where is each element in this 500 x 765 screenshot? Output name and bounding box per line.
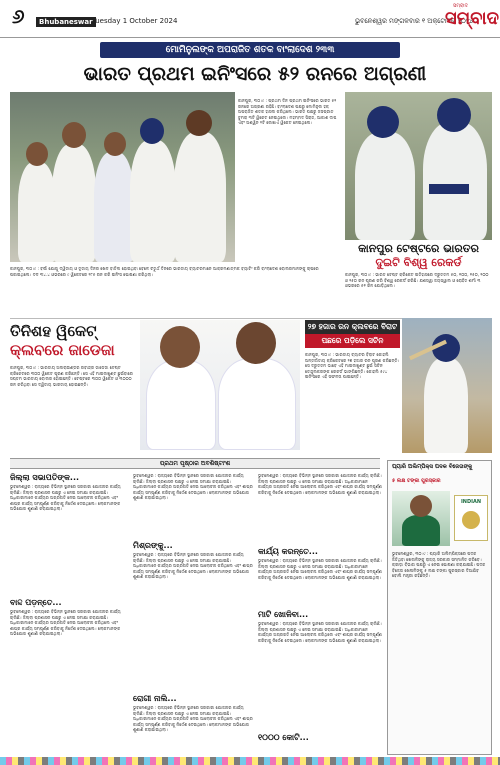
story3-headline-line2: କ୍ଲବରେ ଜାଡେଜା	[10, 341, 115, 359]
bottom-subhead-4: ବାଦ୍ଦ ପଡ଼ନ୍ତେ...	[10, 598, 62, 607]
team-celebration-photo	[10, 92, 235, 262]
date-label: Tuesday 1 October 2024	[92, 17, 178, 25]
story4-headline-line1: ୨୭ ହଜାର ରନ କ୍ଲବରେ ବିରାଟ	[305, 320, 400, 334]
story2-headline-line1: କାନପୁର ଟେଷ୍ଟରେ ଭାରତର	[358, 242, 479, 255]
story2-headline	[345, 242, 492, 270]
sidebar-story	[387, 460, 492, 755]
bottom-subhead-5: କାର୍ଯ୍ୟ କରନ୍ତେ...	[258, 547, 318, 556]
bottom-subhead-1: ଜିଲ୍ଲା ସଭାପତିଙ୍କ...	[10, 473, 80, 482]
print-color-strip	[0, 757, 500, 765]
bottom-subhead-2: ମିଶ୍ରଙ୍କୁ...	[133, 541, 173, 550]
story3-headline	[10, 322, 160, 360]
bottom-text-3: ଭୁବନେଶ୍ୱର : ରାଜ୍ୟରେ ବିଭିନ୍ନ ସ୍ଥାନରେ ସରକାରୀ ଯୋଜନାର କାର୍ଯ୍ୟ ଚାଲିଛି। ଜିଲ୍ଲା ପ୍ରଶାସନ ପକ୍ଷରୁ ଏ ନେଇ ସମୀକ୍ଷା କରାଯାଇଛି। ଅଧିକାରୀମାନେ କାର୍ଯ୍ୟର ଅଗ୍ରଗତି ନେଇ ଆଲୋଚନା କରିଥିଲେ ଏବଂ ଶୀଘ୍ର କାର୍ଯ୍ୟ ସମ୍ପୂର୍ଣ୍ଣ କରିବାକୁ ନିର୍ଦ୍ଦେଶ ଦେଇଥିଲେ। ଲୋକମାନଙ୍କ ଅଭିଯୋଗ ଶୁଣାଣି କରାଯାଇଥିଲା।	[133, 705, 253, 733]
story2-body: କାନପୁର, ୩୦।୯ : ଭାରତ ଟେଷ୍ଟ କ୍ରିକେଟ ଇତିହାସରେ ଦ୍ରୁତତମ ୫୦, ୧୦୦, ୧୫୦, ୨୦୦ ଓ ୨୫୦ ରନ ପୂରଣ କରି ବିଶ୍ୱ ରେକର୍ଡ କରିଛି। ଯଶସ୍ୱୀ ଜୟସ୍ୱାଲ ଓ ରୋହିତ ଶର୍ମା ୩ ଓଭରରେ ୫୧ ରନ ଯୋଡ଼ିଥିଲେ।	[345, 272, 489, 289]
kohli-photo	[402, 318, 492, 453]
bottom-subhead-3: ରୋଗୀ ନାଲି...	[133, 694, 177, 703]
story2-headline-line2: ଦୁଇଟି ବିଶ୍ୱ ରେକର୍ଡ	[375, 256, 462, 269]
bottom-text-2a: ଭୁବନେଶ୍ୱର : ରାଜ୍ୟରେ ବିଭିନ୍ନ ସ୍ଥାନରେ ସରକାରୀ ଯୋଜନାର କାର୍ଯ୍ୟ ଚାଲିଛି। ଜିଲ୍ଲା ପ୍ରଶାସନ ପକ୍ଷରୁ ଏ ନେଇ ସମୀକ୍ଷା କରାଯାଇଛି। ଅଧିକାରୀମାନେ କାର୍ଯ୍ୟର ଅଗ୍ରଗତି ନେଇ ଆଲୋଚନା କରିଥିଲେ ଏବଂ ଶୀଘ୍ର କାର୍ଯ୍ୟ ସମ୍ପୂର୍ଣ୍ଣ କରିବାକୁ ନିର୍ଦ୍ଦେଶ ଦେଇଥିଲେ। ଲୋକମାନଙ୍କ ଅଭିଯୋଗ ଶୁଣାଣି କରାଯାଇଥିଲା।	[133, 473, 253, 501]
masthead	[0, 0, 500, 38]
continued-section-bar: ପ୍ରଥମ ପୃଷ୍ଠାର ଅବଶିଷ୍ଟାଂଶ	[10, 458, 380, 469]
bottom-text-4: ଭୁବନେଶ୍ୱର : ରାଜ୍ୟରେ ବିଭିନ୍ନ ସ୍ଥାନରେ ସରକାରୀ ଯୋଜନାର କାର୍ଯ୍ୟ ଚାଲିଛି। ଜିଲ୍ଲା ପ୍ରଶାସନ ପକ୍ଷରୁ ଏ ନେଇ ସମୀକ୍ଷା କରାଯାଇଛି। ଅଧିକାରୀମାନେ କାର୍ଯ୍ୟର ଅଗ୍ରଗତି ନେଇ ଆଲୋଚନା କରିଥିଲେ ଏବଂ ଶୀଘ୍ର କାର୍ଯ୍ୟ ସମ୍ପୂର୍ଣ୍ଣ କରିବାକୁ ନିର୍ଦ୍ଦେଶ ଦେଇଥିଲେ। ଲୋକମାନଙ୍କ ଅଭିଯୋଗ ଶୁଣାଣି କରାଯାଇଥିଲା।	[10, 609, 121, 637]
sidebar-subtitle: ୫ ଲକ୍ଷ ଟଙ୍କା ପୁରସ୍କାର	[392, 478, 441, 484]
logo-small-text: ସମ୍ବାଦ	[453, 3, 468, 9]
story1-body-bottom: କାନପୁର, ୩୦।୯ : ବର୍ଷା ଯୋଗୁ ଦ୍ୱିତୀୟ ଓ ତୃତୀୟ ଦିନର ଖେଳ ବାତିଲ ହୋଇଥିବା ବେଳେ ଚତୁର୍ଥ ଦିନରେ ଭାରତୀୟ ବ୍ୟାଟରମାନେ ଆକ୍ରମଣାତ୍ମକ ବ୍ୟାଟିଂ କରି ବାଂଲାଦେଶ ବୋଲରମାନଙ୍କୁ ଚାପରେ ପକାଇଥିଲେ। ଦଳ ୩୪.୪ ଓଭରରେ ୯ ୱିକେଟରେ ୨୮୫ ରନ କରି ଇନିଂସ ଘୋଷଣା କରିଥିଲା।	[10, 266, 319, 277]
story3-headline-line1: ତିନିଶହ ୱିକେଟ୍	[10, 322, 97, 340]
sponsor-logo	[429, 184, 469, 194]
medal-icon	[462, 511, 480, 529]
jadeja-photo	[140, 320, 300, 450]
bottom-text-5: ଭୁବନେଶ୍ୱର : ରାଜ୍ୟରେ ବିଭିନ୍ନ ସ୍ଥାନରେ ସରକାରୀ ଯୋଜନାର କାର୍ଯ୍ୟ ଚାଲିଛି। ଜିଲ୍ଲା ପ୍ରଶାସନ ପକ୍ଷରୁ ଏ ନେଇ ସମୀକ୍ଷା କରାଯାଇଛି। ଅଧିକାରୀମାନେ କାର୍ଯ୍ୟର ଅଗ୍ରଗତି ନେଇ ଆଲୋଚନା କରିଥିଲେ ଏବଂ ଶୀଘ୍ର କାର୍ଯ୍ୟ ସମ୍ପୂର୍ଣ୍ଣ କରିବାକୁ ନିର୍ଦ୍ଦେଶ ଦେଇଥିଲେ। ଲୋକମାନଙ୍କ ଅଭିଯୋଗ ଶୁଣାଣି କରାଯାଇଥିଲା।	[258, 558, 382, 580]
story1-body-column: କାନପୁର, ୩୦।୯ : ପ୍ରଥମ ଦିନ ପ୍ରଥମ ଇନିଂସରେ ଭାରତ ୫୨ ରନରେ ଅଗ୍ରଣୀ ରହିଛି। ବାଂଲାଦେଶ ପକ୍ଷରୁ ମୋମିନୁଲ ହକ୍ ଅପରାଜିତ ଶତକ ହାସଲ କରିଥିଲେ। ଭାରତ ପକ୍ଷରୁ ଜସପ୍ରୀତ ବୁମରା ୩ଟି ୱିକେଟ ନେଇଥିଲେ। ମହମ୍ମଦ ସିରାଜ, ଆକାଶ ଦୀପ ଏବଂ ଅଶ୍ୱିନ ୨ଟି ଲେଖାଏଁ ୱିକେଟ ନେଇଥିଲେ।	[238, 98, 337, 126]
bottom-text-2: ଭୁବନେଶ୍ୱର : ରାଜ୍ୟରେ ବିଭିନ୍ନ ସ୍ଥାନରେ ସରକାରୀ ଯୋଜନାର କାର୍ଯ୍ୟ ଚାଲିଛି। ଜିଲ୍ଲା ପ୍ରଶାସନ ପକ୍ଷରୁ ଏ ନେଇ ସମୀକ୍ଷା କରାଯାଇଛି। ଅଧିକାରୀମାନେ କାର୍ଯ୍ୟର ଅଗ୍ରଗତି ନେଇ ଆଲୋଚନା କରିଥିଲେ ଏବଂ ଶୀଘ୍ର କାର୍ଯ୍ୟ ସମ୍ପୂର୍ଣ୍ଣ କରିବାକୁ ନିର୍ଦ୍ଦେଶ ଦେଇଥିଲେ। ଲୋକମାନଙ୍କ ଅଭିଯୋଗ ଶୁଣାଣି କରାଯାଇଥିଲା।	[133, 552, 253, 580]
newspaper-logo	[445, 2, 497, 36]
story1-headline: ଭାରତ ପ୍ରଥମ ଇନିଂସରେ ୫୨ ରନରେ ଅଗ୍ରଣୀ	[83, 63, 427, 85]
bottom-subhead-6: ମାଟି ଖୋଳିବା...	[258, 610, 309, 619]
logo-text: ସମ୍ବାଦ	[445, 8, 499, 29]
sidebar-body: ଭୁବନେଶ୍ୱର, ୩୦।୯ : ପ୍ୟାରି ଅଲିମ୍ପିକ୍ସରେ ପଦକ ଜିତିଥିବା ଖେଳାଳିଙ୍କୁ ରାଜ୍ୟ ସରକାର ସମ୍ମାନିତ କରିବେ। କ୍ରୀଡ଼ା ବିଭାଗ ପକ୍ଷରୁ ଏ ନେଇ ଘୋଷଣା କରାଯାଇଛି। ପଦକ ବିଜେତା ଖେଳାଳିଙ୍କୁ ୫ ଲକ୍ଷ ଟଙ୍କା ପୁରସ୍କାର ଦିଆଯିବ ବୋଲି ମନ୍ତ୍ରୀ କହିଛନ୍ତି।	[392, 551, 486, 579]
page-number: ୬	[12, 4, 25, 28]
sidebar-title: ପ୍ୟାରି ଅଲିମ୍ପିକ୍ସ ପଦକ ବିଜେତାଙ୍କୁ	[392, 464, 473, 470]
bottom-text-5a: ଭୁବନେଶ୍ୱର : ରାଜ୍ୟରେ ବିଭିନ୍ନ ସ୍ଥାନରେ ସରକାରୀ ଯୋଜନାର କାର୍ଯ୍ୟ ଚାଲିଛି। ଜିଲ୍ଲା ପ୍ରଶାସନ ପକ୍ଷରୁ ଏ ନେଇ ସମୀକ୍ଷା କରାଯାଇଛି। ଅଧିକାରୀମାନେ କାର୍ଯ୍ୟର ଅଗ୍ରଗତି ନେଇ ଆଲୋଚନା କରିଥିଲେ ଏବଂ ଶୀଘ୍ର କାର୍ଯ୍ୟ ସମ୍ପୂର୍ଣ୍ଣ କରିବାକୁ ନିର୍ଦ୍ଦେଶ ଦେଇଥିଲେ। ଲୋକମାନଙ୍କ ଅଭିଯୋଗ ଶୁଣାଣି କରାଯାଇଥିଲା।	[258, 473, 382, 495]
bottom-subhead-7: ୧୦୦୦ କୋଟି...	[258, 733, 309, 742]
story4-body: କାନପୁର, ୩୦।୯ : ଭାରତୀୟ ବ୍ୟାଟର ବିରାଟ କୋହଲି ଅନ୍ତର୍ଜାତୀୟ କ୍ରିକେଟରେ ୨୭ ହଜାର ରନ ପୂରଣ କରିଛନ୍ତି। ସେ ଦ୍ରୁତତମ ଭାବେ ଏହି ମାଇଲଖୁଣ୍ଟ ଛୁଇଁ ସଚିନ ତେନ୍ଦୁଲକରଙ୍କ ରେକର୍ଡ ଭାଙ୍ଗିଛନ୍ତି। କୋହଲି ୫୯୪ ଇନିଂସରେ ଏହି ସଫଳତା ପାଇଛନ୍ତି।	[305, 352, 400, 380]
medal-badge	[454, 495, 488, 541]
city-label: Bhubaneswar	[36, 17, 96, 27]
story4-headline-line2: ପଛରେ ପଡ଼ିଲେ ସଚିନ	[305, 334, 400, 348]
bottom-text-1: ଭୁବନେଶ୍ୱର : ରାଜ୍ୟରେ ବିଭିନ୍ନ ସ୍ଥାନରେ ସରକାରୀ ଯୋଜନାର କାର୍ଯ୍ୟ ଚାଲିଛି। ଜିଲ୍ଲା ପ୍ରଶାସନ ପକ୍ଷରୁ ଏ ନେଇ ସମୀକ୍ଷା କରାଯାଇଛି। ଅଧିକାରୀମାନେ କାର୍ଯ୍ୟର ଅଗ୍ରଗତି ନେଇ ଆଲୋଚନା କରିଥିଲେ ଏବଂ ଶୀଘ୍ର କାର୍ଯ୍ୟ ସମ୍ପୂର୍ଣ୍ଣ କରିବାକୁ ନିର୍ଦ୍ଦେଶ ଦେଇଥିଲେ। ଲୋକମାନଙ୍କ ଅଭିଯୋଗ ଶୁଣାଣି କରାଯାଇଥିଲା।	[10, 484, 121, 512]
story1-kicker: ମୋମିନୁଲଙ୍କ ଅପରାଜିତ ଶତକ ବାଂଲାଦେଶ ୨୩୩	[100, 42, 400, 58]
story3-body: କାନପୁର, ୩୦।୯ : ଭାରତୀୟ ଅଲରାଉଣ୍ଡର ରବୀନ୍ଦ୍ର ଜାଡେଜା ଟେଷ୍ଟ କ୍ରିକେଟରେ ୩୦୦ ୱିକେଟ ପୂରଣ କରିଛନ୍ତି। ସେ ଏହି ମାଇଲଖୁଣ୍ଟ ଛୁଇଁବାରେ ସପ୍ତମ ଭାରତୀୟ ବୋଲର ହୋଇଛନ୍ତି। ଟେଷ୍ଟରେ ୩୦୦ ୱିକେଟ ଓ ୩୦୦୦ ରନ କରିଥିବା ସେ ଦ୍ୱିତୀୟ ଭାରତୀୟ ହୋଇଛନ୍ତି।	[10, 365, 133, 387]
badge-text: INDIAN	[460, 499, 482, 505]
bottom-text-6: ଭୁବନେଶ୍ୱର : ରାଜ୍ୟରେ ବିଭିନ୍ନ ସ୍ଥାନରେ ସରକାରୀ ଯୋଜନାର କାର୍ଯ୍ୟ ଚାଲିଛି। ଜିଲ୍ଲା ପ୍ରଶାସନ ପକ୍ଷରୁ ଏ ନେଇ ସମୀକ୍ଷା କରାଯାଇଛି। ଅଧିକାରୀମାନେ କାର୍ଯ୍ୟର ଅଗ୍ରଗତି ନେଇ ଆଲୋଚନା କରିଥିଲେ ଏବଂ ଶୀଘ୍ର କାର୍ଯ୍ୟ ସମ୍ପୂର୍ଣ୍ଣ କରିବାକୁ ନିର୍ଦ୍ଦେଶ ଦେଇଥିଲେ। ଲୋକମାନଙ୍କ ଅଭିଯୋଗ ଶୁଣାଣି କରାଯାଇଥିଲା।	[258, 621, 382, 643]
athlete-photo	[392, 491, 450, 546]
date-odia-label: ଭୁବନେଶ୍ୱର ମଙ୍ଗଳବାର ୧ ଅକ୍ଟୋବର ୨୦୨୪	[355, 17, 474, 25]
batters-photo	[345, 92, 492, 240]
